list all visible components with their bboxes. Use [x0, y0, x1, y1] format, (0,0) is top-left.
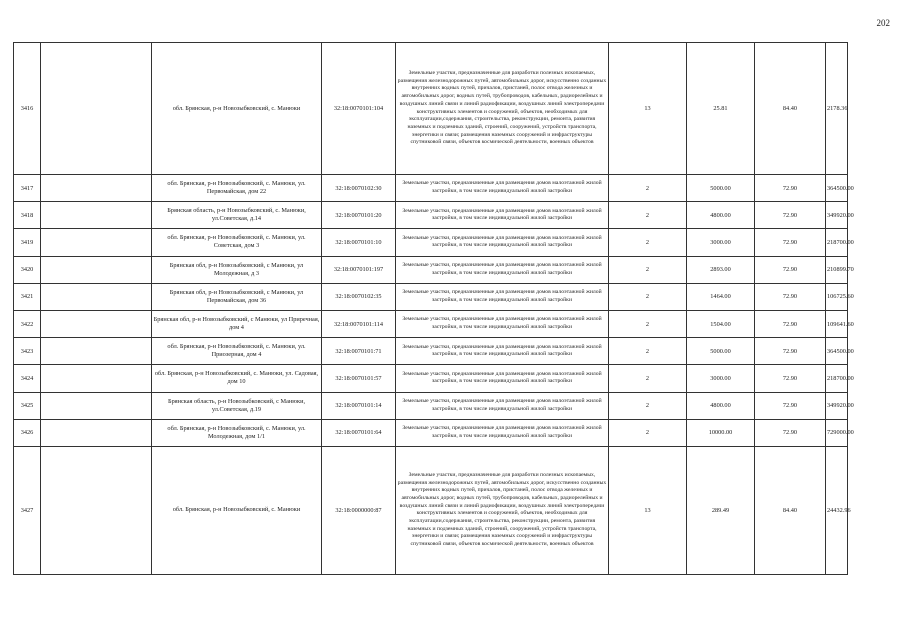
land-purpose-cell: Земельные участки, предназначенные для размещения домов малоэтажной жилой застройки, в том числе индивидуальной жилой застройки — [396, 365, 609, 392]
land-purpose-cell: Земельные участки, предназначенные для разработки полезных ископаемых, размещения железнодорожных путей, автомобильных дорог, искусственно созданных внутренних водных путей, причалов, пристаней, полос отвода железных и автомобильных дорог, водных путей, трубопроводов, кабельных, радиорелейных и воздушных линий связи и линий радиофикации, воздушных линий электропередачи конструктивных элементов и сооружений, объектов, необходимых для эксплуатации,содержания, строительства, реконструкции, ремонта, развития наземных и подземных зданий, строений, сооружений, устройств транспорта, энергетики и связи; размещения наземных сооружений и инфраструктуры спутниковой связи, объектов космической деятельности, военных объектов — [396, 446, 609, 574]
rate-cell: 72.90 — [755, 175, 826, 202]
table-body — [14, 43, 854, 575]
cadastral-value-cell: 218700.00 — [826, 229, 848, 256]
group-number-cell: 2 — [609, 365, 687, 392]
cadastral-number-cell: 32:18:0070101:57 — [322, 365, 396, 392]
cadastral-number-cell: 32:18:0070101:14 — [322, 392, 396, 419]
blank-cell — [41, 446, 152, 574]
area-cell: 1504.00 — [687, 310, 755, 337]
address-cell: обл. Брянская, р-н Новозыбковский, с. Манюки — [152, 43, 322, 175]
cadastral-value-cell: 2178.36 — [826, 43, 848, 175]
land-purpose-cell: Земельные участки, предназначенные для размещения домов малоэтажной жилой застройки, в том числе индивидуальной жилой застройки — [396, 392, 609, 419]
cadastral-number-cell: 32:18:0070101:10 — [322, 229, 396, 256]
address-cell: Брянская область, р-н Новозыбковский, с Манюки, ул.Советская, д.19 — [152, 392, 322, 419]
cadastral-value-cell: 349920.00 — [826, 392, 848, 419]
blank-cell — [41, 202, 152, 229]
cadastral-number-cell: 32:18:0070101:20 — [322, 202, 396, 229]
row-number: 3422 — [14, 310, 41, 337]
page-number: 202 — [876, 18, 890, 28]
land-purpose-cell: Земельные участки, предназначенные для размещения домов малоэтажной жилой застройки, в том числе индивидуальной жилой застройки — [396, 202, 609, 229]
address-cell: обл. Брянская, р-н Новозыбковский, с. Манюки, ул. Садовая, дом 10 — [152, 365, 322, 392]
cadastral-value-cell: 364500.00 — [826, 175, 848, 202]
blank-cell — [41, 229, 152, 256]
rate-cell: 72.90 — [755, 392, 826, 419]
table-row — [14, 365, 848, 392]
table-row — [14, 256, 848, 283]
area-cell: 10000.00 — [687, 419, 755, 446]
group-number-cell: 2 — [609, 338, 687, 365]
land-purpose-cell: Земельные участки, предназначенные для размещения домов малоэтажной жилой застройки, в том числе индивидуальной жилой застройки — [396, 175, 609, 202]
address-cell: Брянская область, р-н Новозыбковский, с. Манюки, ул.Советская, д.14 — [152, 202, 322, 229]
cadastral-value-cell: 210899.70 — [826, 256, 848, 283]
rate-cell: 72.90 — [755, 310, 826, 337]
table-row — [14, 419, 848, 446]
address-cell: обл. Брянская, р-н Новозыбковский, с. Манюки, ул. Советская, дом 3 — [152, 229, 322, 256]
address-cell: обл. Брянская, р-н Новозыбковский, с. Манюки, ул. Молодежная, дом 1/1 — [152, 419, 322, 446]
rate-cell: 72.90 — [755, 256, 826, 283]
area-cell: 25.81 — [687, 43, 755, 175]
row-number: 3420 — [14, 256, 41, 283]
cadastral-value-cell: 24432.96 — [826, 446, 848, 574]
cadastral-number-cell: 32:18:0070101:197 — [322, 256, 396, 283]
cadastral-number-cell: 32:18:0070101:114 — [322, 310, 396, 337]
group-number-cell: 2 — [609, 229, 687, 256]
group-number-cell: 2 — [609, 392, 687, 419]
group-number-cell: 2 — [609, 202, 687, 229]
land-purpose-cell: Земельные участки, предназначенные для размещения домов малоэтажной жилой застройки, в том числе индивидуальной жилой застройки — [396, 310, 609, 337]
address-cell: обл. Брянская, р-н Новозыбковский, с. Манюки, ул. Первомайская, дом 22 — [152, 175, 322, 202]
rate-cell: 72.90 — [755, 283, 826, 310]
area-cell: 3000.00 — [687, 229, 755, 256]
blank-cell — [41, 256, 152, 283]
row-number: 3424 — [14, 365, 41, 392]
table-row — [14, 392, 848, 419]
cadastral-number-cell: 32:18:0070101:64 — [322, 419, 396, 446]
cadastral-number-cell: 32:18:0070101:71 — [322, 338, 396, 365]
row-number: 3421 — [14, 283, 41, 310]
row-number: 3423 — [14, 338, 41, 365]
address-cell: Брянская обл, р-н Новозыбковский, с Манюки, ул Приречная, дом 4 — [152, 310, 322, 337]
table-row — [14, 229, 848, 256]
rate-cell: 72.90 — [755, 419, 826, 446]
land-purpose-cell: Земельные участки, предназначенные для размещения домов малоэтажной жилой застройки, в том числе индивидуальной жилой застройки — [396, 283, 609, 310]
cadastral-number-cell: 32:18:0070102:30 — [322, 175, 396, 202]
table-row — [14, 43, 848, 175]
address-cell: Брянская обл, р-н Новозыбковский, с Манюки, ул Первомайская, дом 36 — [152, 283, 322, 310]
land-purpose-cell: Земельные участки, предназначенные для размещения домов малоэтажной жилой застройки, в том числе индивидуальной жилой застройки — [396, 256, 609, 283]
row-number: 3417 — [14, 175, 41, 202]
row-number: 3426 — [14, 419, 41, 446]
cadastral-value-cell: 364500.00 — [826, 338, 848, 365]
area-cell: 5000.00 — [687, 175, 755, 202]
table-row — [14, 338, 848, 365]
row-number: 3425 — [14, 392, 41, 419]
blank-cell — [41, 365, 152, 392]
cadastral-value-cell: 349920.00 — [826, 202, 848, 229]
land-cadastral-table — [13, 42, 854, 575]
address-cell: Брянская обл, р-н Новозыбковский, с Манюки, ул Молодежная, д 3 — [152, 256, 322, 283]
land-purpose-cell: Земельные участки, предназначенные для размещения домов малоэтажной жилой застройки, в том числе индивидуальной жилой застройки — [396, 229, 609, 256]
blank-cell — [41, 392, 152, 419]
cadastral-value-cell: 729000.00 — [826, 419, 848, 446]
row-number: 3418 — [14, 202, 41, 229]
group-number-cell: 13 — [609, 43, 687, 175]
rate-cell: 72.90 — [755, 338, 826, 365]
area-cell: 3000.00 — [687, 365, 755, 392]
group-number-cell: 2 — [609, 175, 687, 202]
group-number-cell: 2 — [609, 283, 687, 310]
land-purpose-cell: Земельные участки, предназначенные для разработки полезных ископаемых, размещения железнодорожных путей, автомобильных дорог, искусственно созданных внутренних водных путей, причалов, пристаней, полос отвода железных и автомобильных дорог, водных путей, трубопроводов, кабельных, радиорелейных и воздушных линий связи и линий радиофикации, воздушных линий электропередачи конструктивных элементов и сооружений, объектов, необходимых для эксплуатации,содержания, строительства, реконструкции, ремонта, развития наземных и подземных зданий, строений, сооружений, устройств транспорта, энергетики и связи; размещения наземных сооружений и инфраструктуры спутниковой связи, объектов космической деятельности, военных объектов — [396, 43, 609, 175]
group-number-cell: 2 — [609, 310, 687, 337]
table-row — [14, 446, 848, 574]
rate-cell: 84.40 — [755, 446, 826, 574]
area-cell: 289.49 — [687, 446, 755, 574]
rate-cell: 84.40 — [755, 43, 826, 175]
group-number-cell: 2 — [609, 256, 687, 283]
rate-cell: 72.90 — [755, 365, 826, 392]
cadastral-number-cell: 32:18:0070101:104 — [322, 43, 396, 175]
area-cell: 4800.00 — [687, 392, 755, 419]
blank-cell — [41, 419, 152, 446]
area-cell: 1464.00 — [687, 283, 755, 310]
blank-cell — [41, 43, 152, 175]
cadastral-value-cell: 218700.00 — [826, 365, 848, 392]
address-cell: обл. Брянская, р-н Новозыбковский, с. Манюки — [152, 446, 322, 574]
table-row — [14, 283, 848, 310]
row-number: 3416 — [14, 43, 41, 175]
cadastral-number-cell: 32:18:0000000:87 — [322, 446, 396, 574]
row-number: 3419 — [14, 229, 41, 256]
address-cell: обл. Брянская, р-н Новозыбковский, с. Манюки, ул. Приозерная, дом 4 — [152, 338, 322, 365]
blank-cell — [41, 310, 152, 337]
blank-cell — [41, 338, 152, 365]
table-row — [14, 310, 848, 337]
group-number-cell: 2 — [609, 419, 687, 446]
table-row — [14, 175, 848, 202]
area-cell: 5000.00 — [687, 338, 755, 365]
rate-cell: 72.90 — [755, 202, 826, 229]
land-purpose-cell: Земельные участки, предназначенные для размещения домов малоэтажной жилой застройки, в том числе индивидуальной жилой застройки — [396, 338, 609, 365]
cadastral-value-cell: 106725.60 — [826, 283, 848, 310]
area-cell: 2893.00 — [687, 256, 755, 283]
rate-cell: 72.90 — [755, 229, 826, 256]
row-number: 3427 — [14, 446, 41, 574]
cadastral-value-cell: 109641.60 — [826, 310, 848, 337]
table-row — [14, 202, 848, 229]
cadastral-number-cell: 32:18:0070102:35 — [322, 283, 396, 310]
blank-cell — [41, 283, 152, 310]
land-purpose-cell: Земельные участки, предназначенные для размещения домов малоэтажной жилой застройки, в том числе индивидуальной жилой застройки — [396, 419, 609, 446]
blank-cell — [41, 175, 152, 202]
area-cell: 4800.00 — [687, 202, 755, 229]
group-number-cell: 13 — [609, 446, 687, 574]
